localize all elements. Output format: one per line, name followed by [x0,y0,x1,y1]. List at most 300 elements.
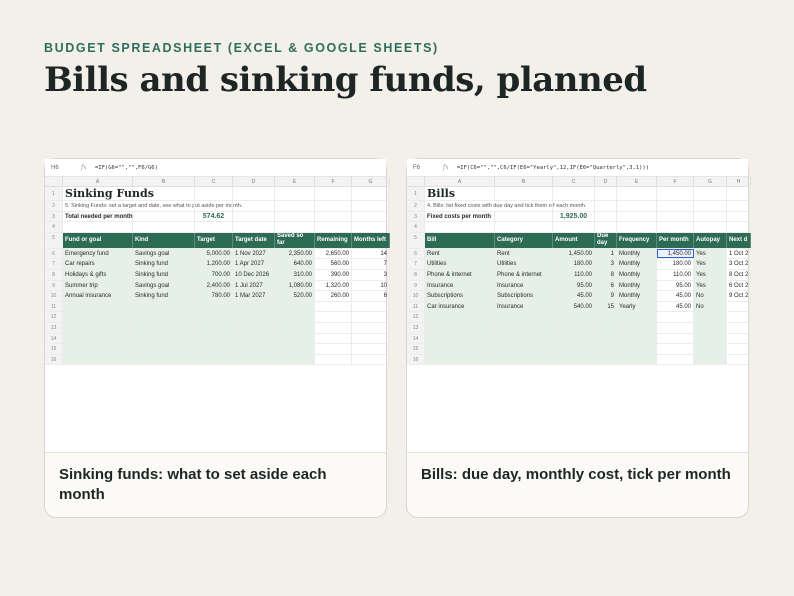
cell[interactable] [595,201,617,211]
column-header[interactable]: D [233,177,275,186]
cell[interactable] [657,201,694,211]
empty-cell[interactable] [425,312,495,322]
data-cell[interactable]: Monthly [617,291,657,301]
empty-cell[interactable] [352,302,390,312]
cell[interactable] [495,201,553,211]
empty-cell[interactable] [657,323,694,333]
empty-cell[interactable] [275,334,315,344]
column-title[interactable]: Fund or goal [63,233,133,248]
row-number[interactable]: 15 [45,344,63,354]
empty-cell[interactable] [657,334,694,344]
data-cell[interactable]: 520.00 [275,291,315,301]
column-header[interactable]: B [133,177,195,186]
data-cell[interactable]: 110.00 [553,270,595,280]
column-title[interactable]: Saved so far [275,233,315,248]
empty-cell[interactable] [727,344,751,354]
row-number[interactable]: 3 [45,212,63,222]
data-cell[interactable]: Annual insurance [63,291,133,301]
data-cell[interactable]: Summer trip [63,281,133,291]
column-header[interactable]: H [727,177,751,186]
cell[interactable] [275,187,315,200]
column-title[interactable]: Autopay [694,233,727,248]
data-cell[interactable]: 180.00 [553,259,595,269]
data-cell[interactable]: 3 Oct 2 [727,259,751,269]
data-cell[interactable]: 180.00 [657,259,694,269]
column-title[interactable]: Due day [595,233,617,248]
data-cell[interactable]: 700.00 [195,270,233,280]
cell[interactable] [133,187,195,200]
empty-cell[interactable] [425,323,495,333]
data-cell[interactable]: Utilities [425,259,495,269]
column-title[interactable]: Remaining [315,233,352,248]
data-cell[interactable]: Insurance [495,281,553,291]
empty-cell[interactable] [233,312,275,322]
column-header[interactable]: F [315,177,352,186]
data-cell[interactable]: Insurance [495,302,553,312]
data-cell[interactable]: Yes [694,281,727,291]
cell[interactable] [133,222,195,232]
data-cell[interactable]: Car insurance [425,302,495,312]
cell[interactable] [617,222,657,232]
summary-value[interactable]: 574.62 [195,212,233,222]
empty-cell[interactable] [553,344,595,354]
row-number[interactable]: 16 [45,355,63,365]
data-cell[interactable]: Yes [694,249,727,259]
empty-cell[interactable] [195,323,233,333]
data-cell[interactable]: 540.00 [553,302,595,312]
data-cell[interactable]: 14 [352,249,390,259]
cell[interactable] [617,201,657,211]
column-title[interactable]: Target [195,233,233,248]
empty-cell[interactable] [63,344,133,354]
data-cell[interactable]: 10 [352,281,390,291]
empty-cell[interactable] [694,323,727,333]
row-number[interactable]: 14 [45,334,63,344]
row-number[interactable]: 9 [45,281,63,291]
row-number[interactable]: 10 [407,291,425,301]
data-cell[interactable]: 45.00 [657,291,694,301]
empty-cell[interactable] [595,355,617,365]
row-number[interactable]: 14 [407,334,425,344]
data-cell[interactable]: 1 [595,249,617,259]
cell[interactable] [617,187,657,200]
sheet-row [407,201,748,212]
empty-cell[interactable] [495,355,553,365]
data-cell[interactable]: 1,320.00 [315,281,352,291]
empty-cell[interactable] [694,355,727,365]
empty-cell[interactable] [727,355,751,365]
formula-input[interactable]: =IF(G6="","",F6/G6) [95,164,158,171]
sheet-row [407,270,748,281]
column-header[interactable]: D [595,177,617,186]
cell[interactable] [315,187,352,200]
row-number[interactable]: 15 [407,344,425,354]
cell[interactable] [195,187,233,200]
data-cell[interactable]: 3 [595,259,617,269]
data-cell[interactable]: 9 [595,291,617,301]
empty-cell[interactable] [233,344,275,354]
data-cell[interactable]: 560.00 [315,259,352,269]
data-cell[interactable]: 2,650.00 [315,249,352,259]
empty-cell[interactable] [352,344,390,354]
cell[interactable] [657,187,694,200]
cell[interactable] [352,201,390,211]
row-number[interactable]: 13 [45,323,63,333]
data-cell[interactable]: Monthly [617,270,657,280]
data-cell[interactable]: Sinking fund [133,270,195,280]
empty-cell[interactable] [694,334,727,344]
data-cell[interactable]: Sinking fund [133,259,195,269]
data-cell[interactable]: Phone & internet [425,270,495,280]
empty-cell[interactable] [63,355,133,365]
column-header[interactable]: C [195,177,233,186]
data-cell[interactable]: Car repairs [63,259,133,269]
empty-cell[interactable] [495,312,553,322]
cell[interactable] [727,212,751,222]
row-number[interactable]: 5 [45,233,63,248]
summary-value[interactable]: 1,925.00 [553,212,595,222]
column-title[interactable]: Per month [657,233,694,248]
empty-cell[interactable] [315,323,352,333]
data-cell[interactable]: Yearly [617,302,657,312]
empty-cell[interactable] [553,312,595,322]
cell[interactable] [495,222,553,232]
cell[interactable] [315,222,352,232]
sheet-title[interactable]: Sinking Funds [65,187,154,200]
row-number[interactable]: 12 [45,312,63,322]
data-cell[interactable]: 8 [595,270,617,280]
empty-cell[interactable] [63,323,133,333]
cell[interactable] [133,212,195,222]
data-cell[interactable]: 3 [352,270,390,280]
data-cell[interactable]: 45.00 [657,302,694,312]
empty-cell[interactable] [694,344,727,354]
data-cell[interactable]: 260.00 [315,291,352,301]
cell[interactable] [495,187,553,200]
formula-input[interactable]: =IF(C6="","",C6/IF(E6="Yearly",12,IF(E6="Quarterly",3,1))) [457,164,650,171]
empty-cell[interactable] [595,312,617,322]
column-title[interactable]: Kind [133,233,195,248]
empty-cell[interactable] [315,344,352,354]
empty-cell[interactable] [553,334,595,344]
column-header[interactable]: C [553,177,595,186]
column-header[interactable]: E [275,177,315,186]
data-cell[interactable]: Savings goal [133,249,195,259]
data-cell[interactable]: 1,450.00 [657,249,694,259]
data-cell[interactable]: 1 Oct 2 [727,249,751,259]
summary-label[interactable]: Fixed costs per month [425,212,495,222]
cell[interactable] [694,222,727,232]
data-cell[interactable]: 1,080.00 [275,281,315,291]
empty-cell[interactable] [195,302,233,312]
row-number[interactable]: 2 [407,201,425,211]
empty-cell[interactable] [617,323,657,333]
data-cell[interactable]: Utilities [495,259,553,269]
cell[interactable] [425,222,495,232]
empty-cell[interactable] [727,334,751,344]
column-title[interactable]: Amount [553,233,595,248]
empty-cell[interactable] [233,355,275,365]
cell[interactable] [352,222,390,232]
data-cell[interactable]: Monthly [617,249,657,259]
data-cell[interactable]: 95.00 [657,281,694,291]
data-cell[interactable]: 7 [352,259,390,269]
data-cell[interactable]: Holidays & gifts [63,270,133,280]
empty-cell[interactable] [617,334,657,344]
empty-cell[interactable] [133,344,195,354]
cell[interactable] [233,222,275,232]
cell[interactable] [595,212,617,222]
data-cell[interactable]: 6 Oct 2 [727,281,751,291]
row-number[interactable]: 7 [407,259,425,269]
empty-cell[interactable] [727,323,751,333]
column-title[interactable]: Next d [727,233,751,248]
data-cell[interactable]: Phone & internet [495,270,553,280]
empty-cell[interactable] [425,355,495,365]
data-cell[interactable]: Rent [495,249,553,259]
cell[interactable] [133,201,195,211]
empty-cell[interactable] [233,302,275,312]
empty-cell[interactable] [595,334,617,344]
data-cell[interactable]: 6 [595,281,617,291]
column-title[interactable]: Frequency [617,233,657,248]
row-number[interactable]: 9 [407,281,425,291]
cell[interactable] [275,201,315,211]
column-header[interactable]: A [425,177,495,186]
data-cell[interactable]: 1 Apr 2027 [233,259,275,269]
cell[interactable] [595,187,617,200]
sheet-row [45,302,386,313]
empty-cell[interactable] [195,355,233,365]
empty-cell[interactable] [617,344,657,354]
sheet-title[interactable]: Bills [425,187,495,200]
row-number[interactable]: 8 [45,270,63,280]
data-cell[interactable]: 45.00 [553,291,595,301]
data-cell[interactable]: Monthly [617,281,657,291]
row-number[interactable]: 6 [45,249,63,259]
column-header[interactable]: A [63,177,133,186]
empty-cell[interactable] [63,302,133,312]
sheet-note[interactable]: 5. Sinking Funds: set a target and date, see what to put aside per month. [65,203,243,209]
empty-cell[interactable] [275,302,315,312]
row-number[interactable]: 4 [45,222,63,232]
empty-cell[interactable] [275,312,315,322]
empty-cell[interactable] [657,355,694,365]
empty-cell[interactable] [553,355,595,365]
row-number[interactable]: 16 [407,355,425,365]
data-cell[interactable]: 1,450.00 [553,249,595,259]
empty-cell[interactable] [495,334,553,344]
empty-cell[interactable] [425,334,495,344]
data-cell[interactable]: Rent [425,249,495,259]
data-cell[interactable]: 2,350.00 [275,249,315,259]
empty-cell[interactable] [727,312,751,322]
data-cell[interactable]: 1 Mar 2027 [233,291,275,301]
cell[interactable] [727,201,751,211]
empty-cell[interactable] [352,312,390,322]
cell[interactable] [275,222,315,232]
row-number[interactable]: 13 [407,323,425,333]
data-cell[interactable]: Subscriptions [495,291,553,301]
data-cell[interactable]: 310.00 [275,270,315,280]
data-cell[interactable]: 1 Jul 2027 [233,281,275,291]
sheet-note[interactable]: 4. Bills: list fixed costs with due day and tick them off each month. [427,203,587,209]
empty-cell[interactable] [315,312,352,322]
cell[interactable] [233,201,275,211]
data-cell[interactable]: 780.00 [195,291,233,301]
cell[interactable] [352,187,390,200]
sheet-row [407,187,748,201]
row-number[interactable]: 4 [407,222,425,232]
empty-cell[interactable] [133,355,195,365]
sheet-row [45,344,386,355]
empty-cell[interactable] [425,344,495,354]
data-cell[interactable] [727,302,751,312]
data-cell[interactable]: 2,400.00 [195,281,233,291]
column-title[interactable]: Target date [233,233,275,248]
empty-cell[interactable] [233,323,275,333]
empty-cell[interactable] [133,302,195,312]
empty-cell[interactable] [617,355,657,365]
empty-cell[interactable] [694,312,727,322]
data-cell[interactable]: No [694,302,727,312]
cell[interactable] [233,212,275,222]
empty-cell[interactable] [133,323,195,333]
cell[interactable] [553,201,595,211]
cell[interactable] [553,222,595,232]
column-header[interactable]: E [617,177,657,186]
data-cell[interactable]: 640.00 [275,259,315,269]
sheet-row [45,201,386,212]
data-cell[interactable]: No [694,291,727,301]
empty-cell[interactable] [195,344,233,354]
empty-cell[interactable] [63,312,133,322]
empty-cell[interactable] [275,355,315,365]
empty-cell[interactable] [275,323,315,333]
empty-cell[interactable] [352,334,390,344]
column-title[interactable]: Bill [425,233,495,248]
cell[interactable] [727,187,751,200]
data-cell[interactable]: Insurance [425,281,495,291]
column-header[interactable]: F [657,177,694,186]
row-number[interactable]: 1 [45,187,63,200]
cell[interactable] [195,201,233,211]
empty-cell[interactable] [315,355,352,365]
cell[interactable] [727,222,751,232]
empty-cell[interactable] [195,312,233,322]
data-cell[interactable]: 1 Nov 2027 [233,249,275,259]
data-cell[interactable]: 15 [595,302,617,312]
column-header[interactable]: G [352,177,390,186]
empty-cell[interactable] [657,344,694,354]
column-title[interactable]: Months left [352,233,390,248]
empty-cell[interactable] [495,344,553,354]
row-number[interactable]: 8 [407,270,425,280]
data-cell[interactable]: 1,200.00 [195,259,233,269]
data-cell[interactable]: 110.00 [657,270,694,280]
row-number[interactable]: 3 [407,212,425,222]
column-title[interactable]: Category [495,233,553,248]
empty-cell[interactable] [133,312,195,322]
data-cell[interactable]: Subscriptions [425,291,495,301]
data-cell[interactable]: 10 Dec 2026 [233,270,275,280]
data-cell[interactable]: 9 Oct 2 [727,291,751,301]
cell-reference[interactable]: F6 [413,164,421,171]
cell[interactable] [657,222,694,232]
cell[interactable] [694,212,727,222]
cell[interactable] [195,222,233,232]
row-number[interactable]: 6 [407,249,425,259]
data-cell[interactable]: 95.00 [553,281,595,291]
cell[interactable] [315,201,352,211]
row-number[interactable]: 1 [407,187,425,200]
row-number[interactable]: 10 [45,291,63,301]
empty-cell[interactable] [352,355,390,365]
row-number[interactable]: 7 [45,259,63,269]
cell[interactable] [315,212,352,222]
empty-cell[interactable] [595,344,617,354]
empty-cell[interactable] [617,312,657,322]
data-cell[interactable]: Emergency fund [63,249,133,259]
empty-cell[interactable] [63,334,133,344]
data-cell[interactable]: 5,000.00 [195,249,233,259]
empty-cell[interactable] [595,323,617,333]
data-cell[interactable]: Sinking fund [133,291,195,301]
column-header[interactable] [45,177,63,186]
empty-cell[interactable] [315,334,352,344]
empty-cell[interactable] [133,334,195,344]
data-cell[interactable]: Monthly [617,259,657,269]
cell[interactable] [694,201,727,211]
row-number[interactable]: 11 [45,302,63,312]
cell[interactable] [595,222,617,232]
empty-cell[interactable] [657,312,694,322]
column-header[interactable]: G [694,177,727,186]
sheet-row [45,323,386,334]
cell[interactable] [617,212,657,222]
empty-cell[interactable] [275,344,315,354]
empty-cell[interactable] [315,302,352,312]
data-cell[interactable]: 390.00 [315,270,352,280]
row-number[interactable]: 12 [407,312,425,322]
cell[interactable] [352,212,390,222]
cell-reference[interactable]: H6 [51,164,59,171]
empty-cell[interactable] [495,323,553,333]
row-number[interactable]: 2 [45,201,63,211]
cell[interactable] [63,222,133,232]
column-header[interactable] [407,177,425,186]
cell[interactable] [657,212,694,222]
cell[interactable] [694,187,727,200]
data-cell[interactable]: Yes [694,270,727,280]
data-cell[interactable]: 8 Oct 2 [727,270,751,280]
row-number[interactable]: 11 [407,302,425,312]
cell[interactable] [275,212,315,222]
cell[interactable] [233,187,275,200]
data-cell[interactable]: 6 [352,291,390,301]
empty-cell[interactable] [553,323,595,333]
column-header[interactable]: B [495,177,553,186]
row-number[interactable]: 5 [407,233,425,248]
data-cell[interactable]: Savings goal [133,281,195,291]
empty-cell[interactable] [195,334,233,344]
cell[interactable] [495,212,553,222]
data-cell[interactable]: Yes [694,259,727,269]
summary-label[interactable]: Total needed per month [65,213,133,220]
empty-cell[interactable] [352,323,390,333]
cell[interactable] [553,187,595,200]
empty-cell[interactable] [233,334,275,344]
